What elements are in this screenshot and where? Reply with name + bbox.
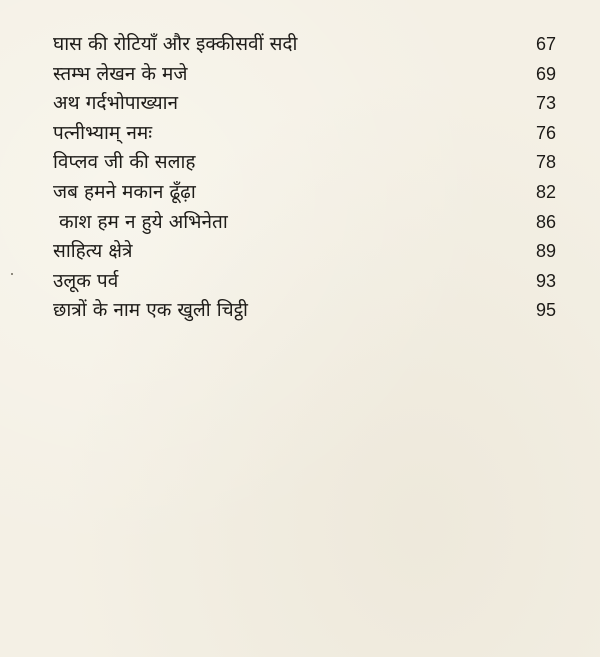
- toc-entry: [53, 208, 556, 238]
- table-of-contents: [53, 30, 556, 326]
- paper-speck: [11, 273, 13, 275]
- toc-entry-title: पत्नीभ्याम् नमः: [53, 121, 153, 144]
- toc-entry: [53, 178, 556, 208]
- toc-entry-page-number: 86: [535, 211, 556, 232]
- toc-entry-page-number: 69: [535, 63, 556, 84]
- toc-entry-title: विप्लव जी की सलाह: [53, 151, 196, 174]
- toc-entry-title: काश हम न हुये अभिनेता: [59, 210, 228, 233]
- toc-entry: [53, 60, 556, 90]
- toc-entry-title: अथ गर्दभोपाख्यान: [53, 92, 179, 115]
- toc-entry-title: जब हमने मकान ढूँढ़ा: [53, 180, 196, 203]
- toc-entry-page-number: 95: [535, 300, 556, 321]
- toc-entry: [53, 30, 556, 60]
- toc-entry: [53, 237, 556, 267]
- toc-entry-page-number: 89: [535, 241, 556, 262]
- toc-entry-title: स्तम्भ लेखन के मजे: [53, 62, 188, 85]
- toc-entry-title: साहित्य क्षेत्रे: [53, 240, 133, 263]
- toc-entry-title: उलूक पर्व: [53, 269, 119, 292]
- toc-entry: [53, 296, 556, 326]
- toc-entry: [53, 89, 556, 119]
- toc-entry: [53, 119, 556, 149]
- toc-entry-title: छात्रों के नाम एक खुली चिट्ठी: [53, 299, 248, 322]
- toc-entry-title: घास की रोटियाँ और इक्कीसवीं सदी: [53, 33, 298, 55]
- toc-entry-page-number: 73: [535, 93, 556, 114]
- toc-entry-page-number: 78: [535, 152, 556, 173]
- toc-entry-page-number: 82: [535, 181, 556, 202]
- toc-entry-page-number: 67: [535, 34, 556, 54]
- toc-entry-page-number: 76: [535, 122, 556, 143]
- toc-entry: [53, 148, 556, 178]
- toc-entry-page-number: 93: [535, 270, 556, 291]
- toc-entry: [53, 267, 556, 297]
